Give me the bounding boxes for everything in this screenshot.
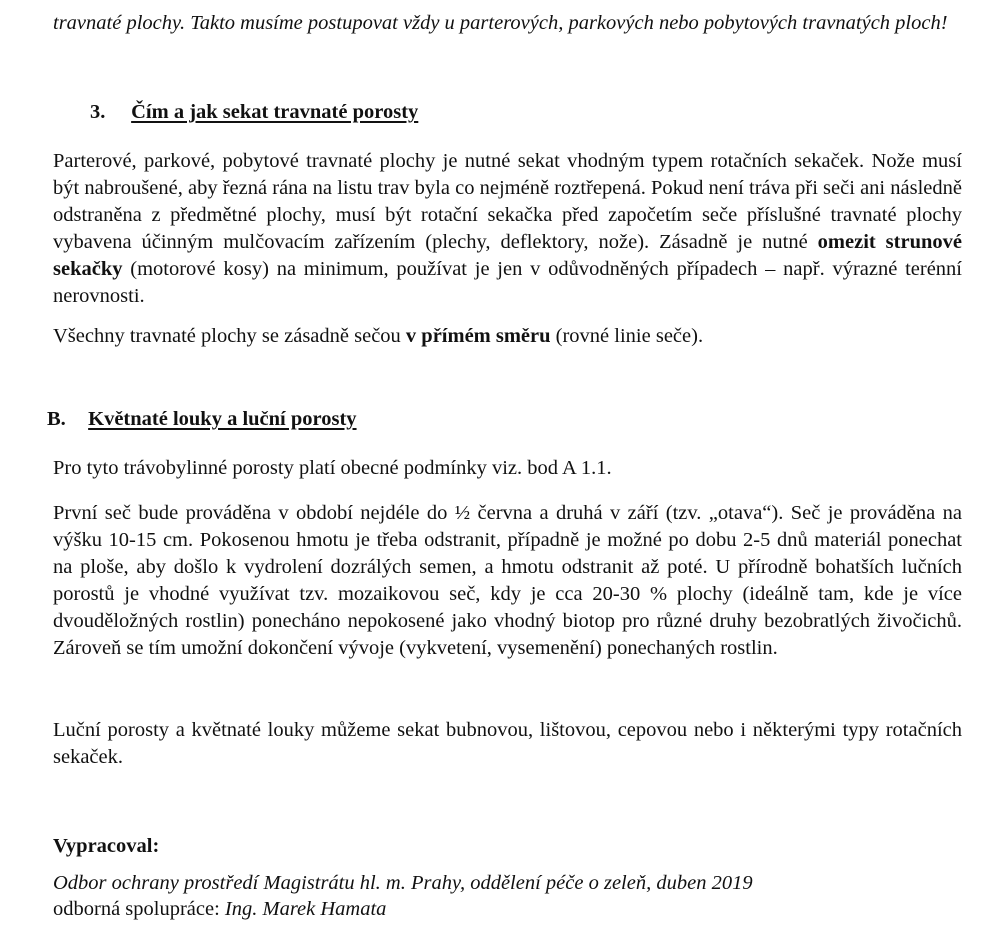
section-3-paragraph-2-text-b: (rovné linie seče). (550, 325, 704, 347)
credits-author: Odbor ochrany prostředí Magistrátu hl. m. Prahy, oddělení péče o zeleň, duben 2019 (53, 872, 753, 894)
credits-collab-label: odborná spolupráce: (53, 898, 225, 920)
section-3-paragraph-1-emphasis: omezit strunové sekačky (53, 231, 962, 280)
section-3-paragraph-1-text-b: (motorové kosy) na minimum, používat je jen v odůvodněných případech – např. výrazné terénní nerovnosti. (53, 258, 962, 307)
credits-collaboration (53, 896, 962, 923)
section-3-title: Čím a jak sekat travnaté porosty (131, 101, 419, 123)
credits-collab-name: Ing. Marek Hamata (224, 898, 387, 920)
section-b-paragraph-3: Luční porosty a květnaté louky můžeme sekat bubnovou, lištovou, cepovou nebo i některými typy rotačních sekaček. (53, 719, 962, 768)
intro-paragraph: travnaté plochy. Takto musíme postupovat vždy u parterových, parkových nebo pobytových travnatých ploch! (53, 12, 948, 34)
section-b-heading (47, 406, 357, 433)
section-3-paragraph-2-emphasis: v přímém směru (405, 325, 551, 347)
section-b-title: Květnaté louky a luční porosty (88, 408, 357, 430)
credits-label: Vypracoval: (53, 835, 160, 857)
section-3-paragraph-1-text-a: Parterové, parkové, pobytové travnaté plochy je nutné sekat vhodným typem rotačních sekaček. Nože musí být nabroušené, aby řezná rána na listu trav byla co nejméně roztřepená. Pokud není tráva při seči ani následně odstraněna z předmětné plochy, musí být rotační sekačka před započetím seče příslušné travnaté plochy vybavena účinným mulčovacím zařízením (plechy, deflektory, nože). Zásadně je nutné (53, 150, 962, 253)
section-3-number: 3. (90, 101, 106, 123)
section-3-paragraph-1 (53, 148, 962, 310)
section-b-paragraph-2: První seč bude prováděna v období nejdéle do ½ června a druhá v září (tzv. „otava“). Seč je prováděna na výšku 10-15 cm. Pokosenou hmotu je třeba odstranit, případně je možné po dobu 2-5 dnů materiál ponechat na ploše, aby došlo k vydrolení dozrálých semen, a hmotu odstranit až poté. U přírodně bohatších lučních porostů je vhodné využívat tzv. mozaikovou seč, kdy je cca 20-30 % plochy (ideálně tam, kde je více dvouděložných rostlin) ponecháno nepokosené jako vhodný biotop pro různé druhy bezobratlých živočichů. Zároveň se tím umožní dokončení vývoje (vykvetení, vysemenění) ponechaných rostlin. (53, 502, 962, 659)
section-b-number: B. (47, 408, 66, 430)
section-3-heading (90, 99, 418, 126)
section-3-paragraph-2 (53, 323, 962, 350)
section-b-paragraph-1: Pro tyto trávobylinné porosty platí obecné podmínky viz. bod A 1.1. (53, 457, 612, 479)
section-3-paragraph-2-text-a: Všechny travnaté plochy se zásadně sečou (53, 325, 406, 347)
